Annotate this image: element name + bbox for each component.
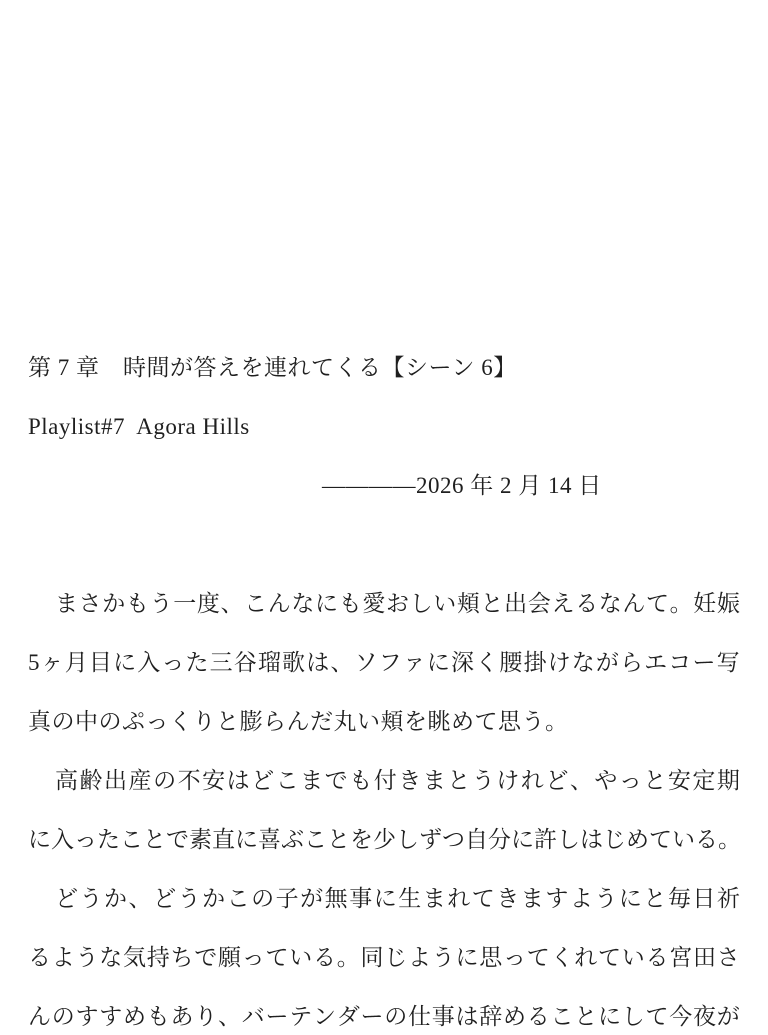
playlist-line: Playlist#7 Agora Hills [28, 414, 250, 439]
text-line: 5 ヶ 月 目 に 入 っ た 三 谷 瑠 歌 は 、 ソ フ ァ に 深 く 腰 掛 け な が ら エ コ ー 写 [28, 650, 740, 675]
chapter-heading: 第 7 章 時間が答えを連れてくる【シーン 6】 [28, 355, 517, 380]
date-line: ――――2026 年 2 月 14 日 [322, 473, 602, 498]
text-line: に 入 っ た こ と で 素 直 に 喜 ぶ こ と を 少 し ず つ 自 分 に 許 し は じ め て い る 。 [28, 827, 741, 852]
page-content [28, 338, 740, 1035]
text-line: 高 齢 出 産 の 不 安 は ど こ ま で も 付 き ま と う け れ ど 、 や っ と 安 定 期 [55, 768, 740, 793]
text-line: る よ う な 気 持 ち で 願 っ て い る 。 同 じ よ う に 思 っ て く れ て い る 宮 田 さ [28, 945, 740, 970]
text-line: ん の す す め も あ り 、 バ ー テ ン ダ ー の 仕 事 は 辞 め る こ と に し て 今 夜 が [28, 1004, 740, 1029]
text-line: ま さ か も う 一 度 、 こ ん な に も 愛 お し い 頬 と 出 会 え る な ん て 。 妊 娠 [55, 591, 740, 616]
text-line: ど う か 、 ど う か こ の 子 が 無 事 に 生 ま れ て き ま す よ う に と 毎 日 祈 [55, 886, 740, 911]
body-text [28, 574, 740, 1035]
text-line: 真の中のぷっくりと膨らんだ丸い頬を眺めて思う。 [28, 709, 569, 734]
blank-line [28, 515, 740, 574]
